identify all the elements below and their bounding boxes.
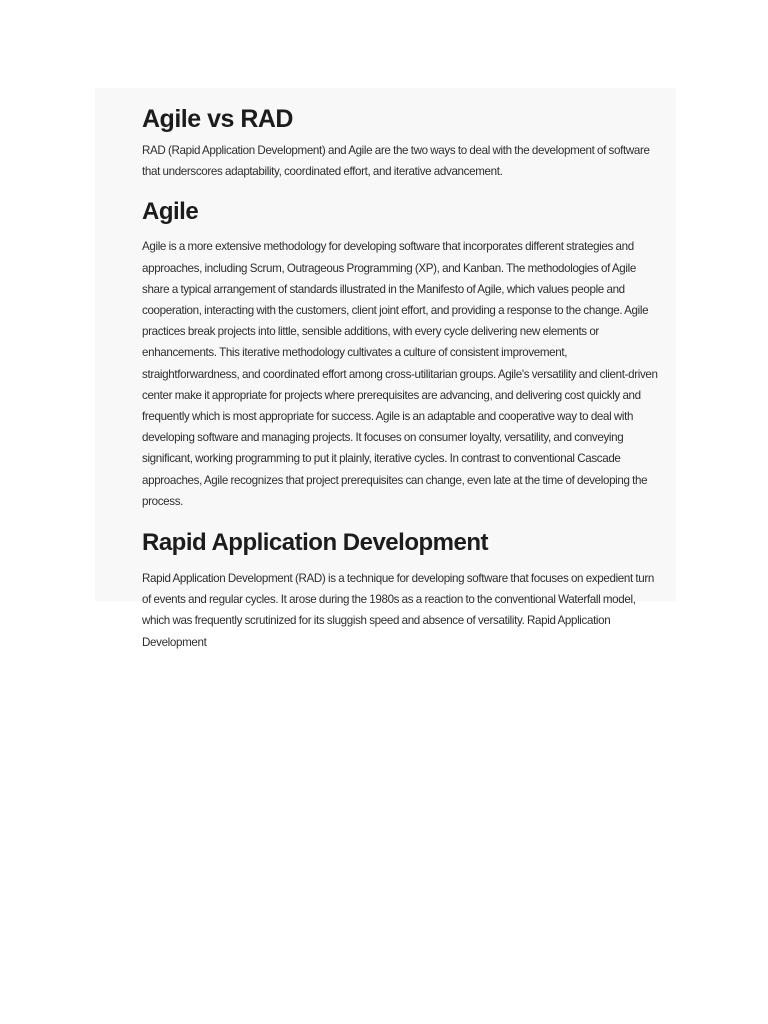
- section-body-agile: Agile is a more extensive methodology for developing software that incorporates different strategies and approaches, including Scrum, Outrageous Programming (XP), and Kanban. The methodologies of Agile share a typical arrangement of standards illustrated in the Manifesto of Agile, which values people and cooperation, interacting with the customers, client joint effort, and providing a response to the change. Agile practices break projects into little, sensible additions, with every cycle delivering new elements or enhancements. This iterative methodology cultivates a culture of consistent improvement, straightforwardness, and coordinated effort among cross-utilitarian groups. Agile's versatility and client-driven center make it appropriate for projects where prerequisites are advancing, and delivering cost quickly and frequently which is most appropriate for success. Agile is an adaptable and cooperative way to deal with developing software and managing projects. It focuses on consumer loyalty, versatility, and conveying significant, working programming to put it plainly, iterative cycles. In contrast to conventional Cascade approaches, Agile recognizes that project prerequisites can change, even late at the time of developing the process.: [142, 240, 658, 508]
- page-title: Agile vs RAD: [142, 105, 293, 133]
- section-body-rad: Rapid Application Development (RAD) is a technique for developing software that focuses on expedient turn of events and regular cycles. It arose during the 1980s as a reaction to the conventional Waterfall model, which was frequently scrutinized for its sluggish speed and absence of versatility. Rapid Application Development: [142, 572, 655, 649]
- section-heading-agile: Agile: [142, 198, 199, 226]
- article-snippet: [95, 88, 676, 649]
- section-heading-rad: Rapid Application Development: [142, 529, 488, 557]
- intro-paragraph: RAD (Rapid Application Development) and Agile are the two ways to deal with the development of software that underscores adaptability, coordinated effort, and iterative advancement.: [142, 144, 650, 179]
